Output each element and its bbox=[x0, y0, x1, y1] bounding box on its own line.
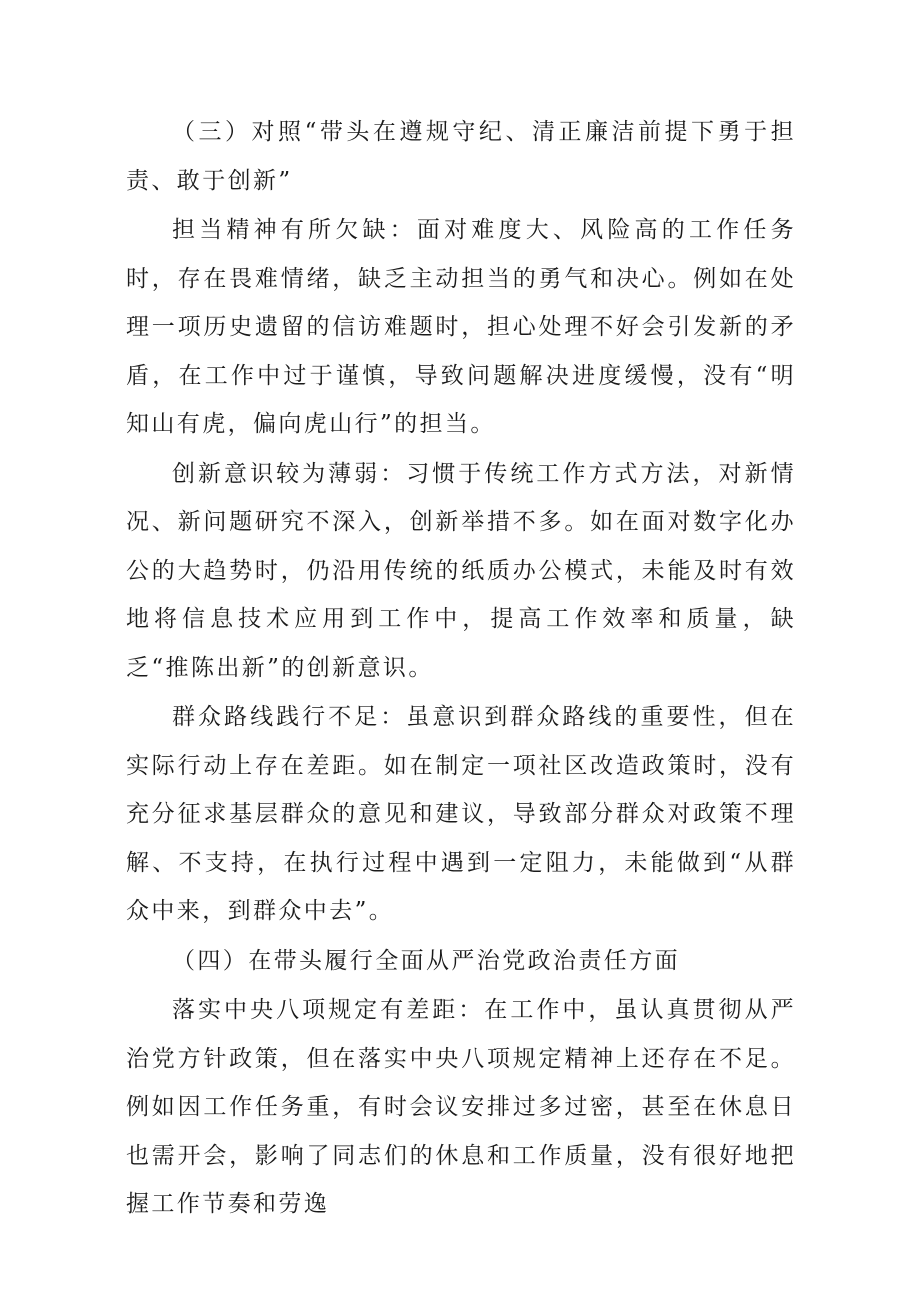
section-heading-4: （四）在带头履行全面从严治党政治责任方面 bbox=[172, 947, 680, 974]
section-heading-3: （三）对照“带头在遵规守纪、清正廉洁前提下勇于担责、敢于创新” bbox=[126, 119, 796, 194]
document-body bbox=[126, 108, 796, 1230]
paragraph-responsibility: 担当精神有所欠缺：面对难度大、风险高的工作任务时，存在畏难情绪，缺乏主动担当的勇气和决心。例如在处理一项历史遗留的信访难题时，担心处理不好会引发新的矛盾，在工作中过于谨慎，导致问题解决进度缓慢，没有“明知山有虎，偏向虎山行”的担当。 bbox=[126, 217, 796, 437]
paragraph-eight-rules: 落实中央八项规定有差距：在工作中，虽认真贯彻从严治党方针政策，但在落实中央八项规定精神上还存在不足。例如因工作任务重，有时会议安排过多过密，甚至在休息日也需开会，影响了同志们的休息和工作质量，没有很好地把握工作节奏和劳逸 bbox=[126, 997, 796, 1217]
paragraph-mass-line: 群众路线践行不足：虽意识到群众路线的重要性，但在实际行动上存在差距。如在制定一项社区改造政策时，没有充分征求基层群众的意见和建议，导致部分群众对政策不理解、不支持，在执行过程中遇到一定阻力，未能做到“从群众中来，到群众中去”。 bbox=[126, 704, 796, 924]
paragraph-innovation: 创新意识较为薄弱：习惯于传统工作方式方法，对新情况、新问题研究不深入，创新举措不多。如在面对数字化办公的大趋势时，仍沿用传统的纸质办公模式，未能及时有效地将信息技术应用到工作中，提高工作效率和质量，缺乏“推陈出新”的创新意识。 bbox=[126, 460, 796, 681]
